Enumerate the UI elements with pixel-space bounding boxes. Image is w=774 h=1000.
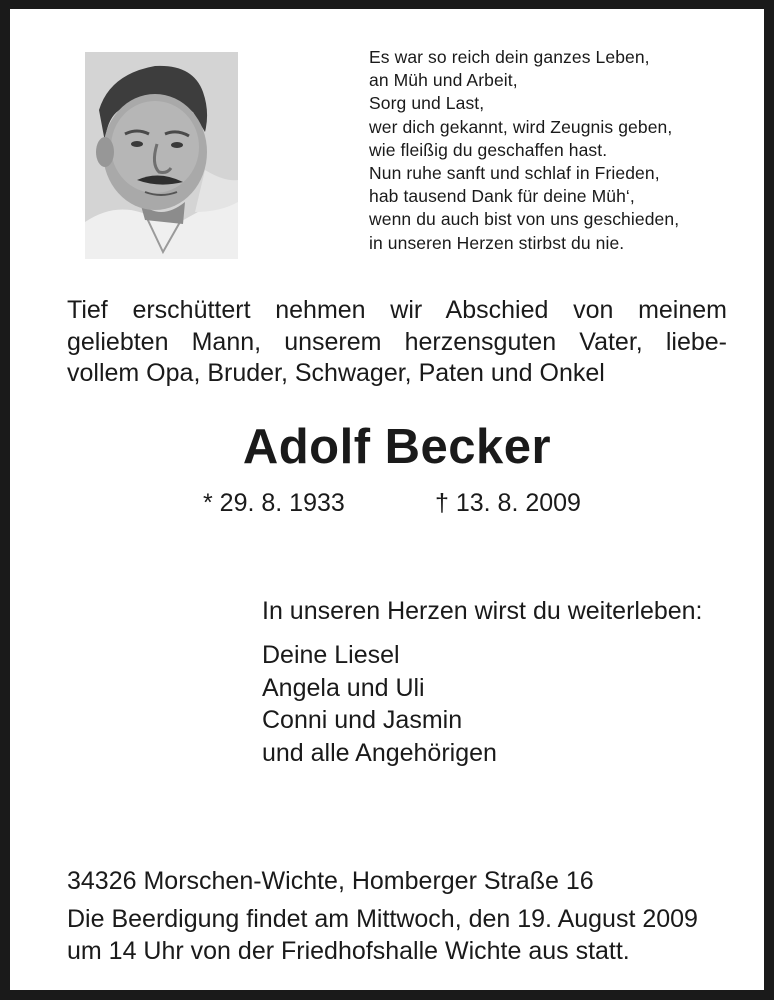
mourners-heading: In unseren Herzen wirst du weiterleben: — [262, 597, 703, 625]
intro-line: vollem Opa, Bruder, Schwager, Paten und Onkel — [67, 359, 605, 387]
poem-line: Nun ruhe sanft und schlaf in Frieden, — [369, 163, 660, 184]
mourner-name: Deine Liesel — [262, 641, 400, 669]
intro-line: geliebten Mann, unserem herzensguten Vater, liebe- — [67, 327, 727, 356]
portrait-illustration — [85, 52, 238, 259]
portrait-photo — [85, 52, 238, 259]
address: 34326 Morschen-Wichte, Homberger Straße 16 — [67, 867, 594, 895]
mourners-list — [262, 639, 497, 769]
funeral-line: um 14 Uhr von der Friedhofshalle Wichte aus statt. — [67, 937, 630, 965]
mourner-name: und alle Angehörigen — [262, 738, 497, 767]
poem — [369, 46, 749, 255]
poem-line: an Müh und Arbeit, — [369, 70, 518, 91]
poem-line: Es war so reich dein ganzes Leben, — [369, 47, 650, 67]
mourner-name: Angela und Uli — [262, 673, 425, 702]
poem-line: wie fleißig du geschaffen hast. — [369, 139, 608, 160]
funeral-line: Die Beerdigung findet am Mittwoch, den 19. August 2009 — [67, 905, 698, 933]
intro-text — [67, 295, 727, 390]
deceased-name: Adolf Becker — [242, 420, 552, 474]
poem-line: wer dich gekannt, wird Zeugnis geben, — [369, 116, 673, 137]
poem-line: Sorg und Last, — [369, 93, 485, 114]
funeral-info — [67, 903, 698, 967]
death-date: † 13. 8. 2009 — [435, 489, 581, 517]
intro-line: Tief erschüttert nehmen wir Abschied von meinem — [67, 296, 727, 324]
birth-date: * 29. 8. 1933 — [203, 489, 345, 517]
poem-line: hab tausend Dank für deine Müh‘, — [369, 186, 635, 207]
poem-line: in unseren Herzen stirbst du nie. — [369, 232, 625, 253]
mourner-name: Conni und Jasmin — [262, 706, 463, 734]
poem-line: wenn du auch bist von uns geschieden, — [369, 209, 680, 230]
